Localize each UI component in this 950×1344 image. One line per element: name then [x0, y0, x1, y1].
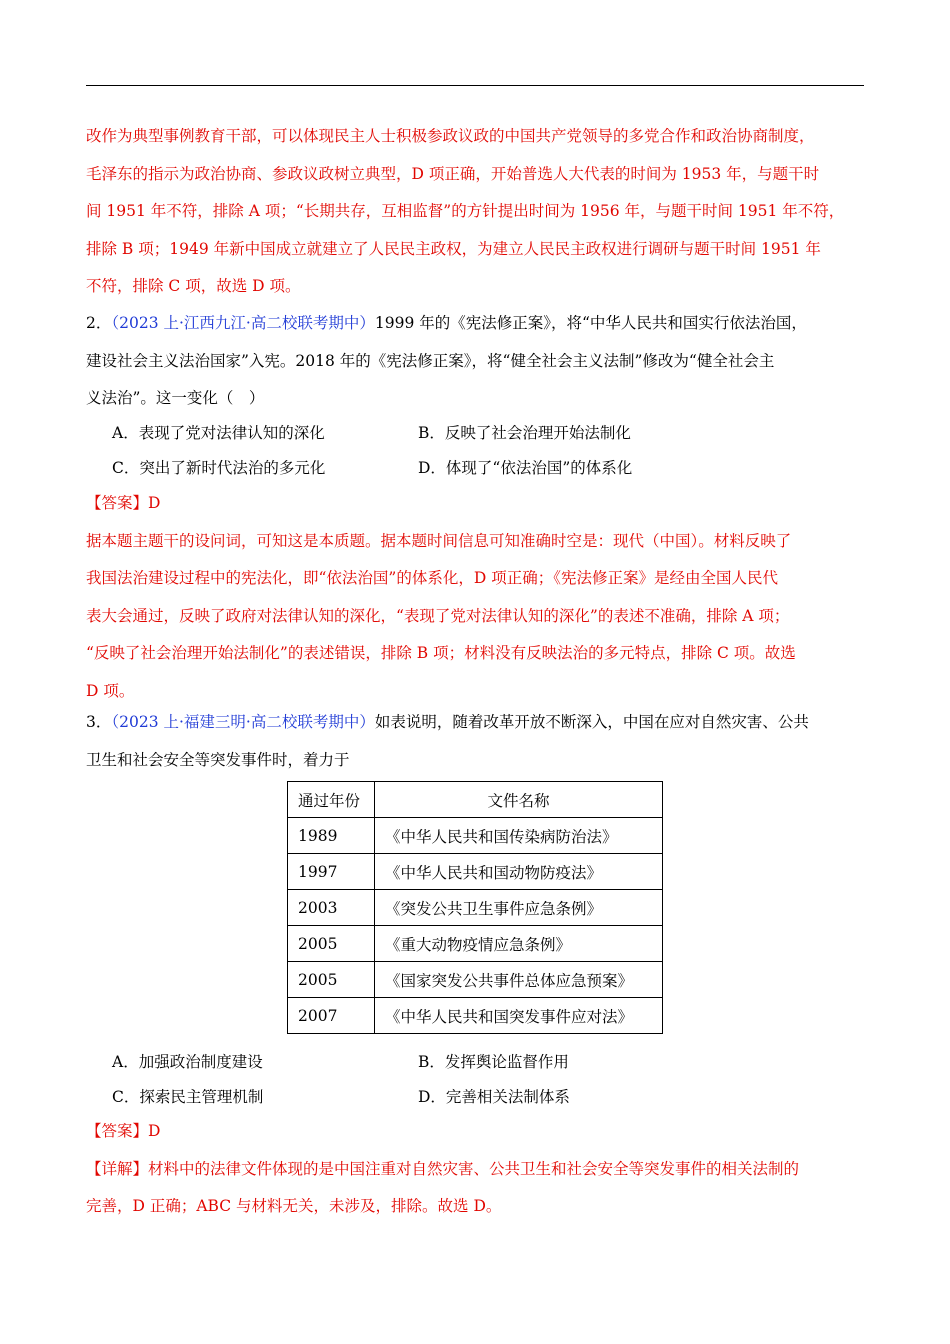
q3-option-a: A．加强政治制度建设 — [112, 1053, 263, 1071]
table-row — [288, 818, 663, 854]
explanation-line: 【详解】材料中的法律文件体现的是中国注重对自然灾害、公共卫生和社会安全等突发事件的相关法制的 — [86, 1159, 800, 1178]
question-number: 2． — [86, 314, 112, 332]
table-row — [288, 998, 663, 1034]
question-stem-text: 如表说明，随着改革开放不断深入，中国在应对自然灾害、公共 — [374, 713, 809, 731]
answer-label: 【答案】D — [86, 494, 161, 512]
question-3-stem — [86, 704, 876, 779]
table-cell-year: 1989 — [288, 818, 375, 854]
q2-answer-section — [86, 485, 876, 710]
question-2-stem — [86, 305, 876, 418]
explanation-line: 不符，排除 C 项，故选 D 项。 — [86, 277, 301, 295]
q3-option-b: B．发挥舆论监督作用 — [418, 1053, 569, 1071]
legal-documents-table — [287, 781, 663, 1034]
table-cell-year: 1997 — [288, 854, 375, 890]
table-cell-name: 《中华人民共和国突发事件应对法》 — [375, 998, 663, 1034]
table-row — [288, 926, 663, 962]
table-cell-year: 2007 — [288, 998, 375, 1034]
answer-label: 【答案】D — [86, 1122, 161, 1140]
question-stem-text: 卫生和社会安全等突发事件时，着力于 — [86, 750, 350, 769]
table-cell-name: 《突发公共卫生事件应急条例》 — [375, 890, 663, 926]
explanation-line: 据本题主题干的设问词，可知这是本质题。据本题时间信息可知准确时空是：现代（中国）。材料反映了 — [86, 531, 792, 550]
table-cell-year: 2003 — [288, 890, 375, 926]
q3-option-c: C．探索民主管理机制 — [112, 1088, 264, 1106]
explanation-line: 毛泽东的指示为政治协商、参政议政树立典型，D 项正确，开始普选人大代表的时间为 1953 年，与题干时 — [86, 164, 820, 183]
table-header-year: 通过年份 — [288, 782, 375, 818]
q3-answer-section — [86, 1113, 876, 1226]
table-row — [288, 854, 663, 890]
explanation-line: 间 1951 年不符，排除 A 项；“长期共存，互相监督”的方针提出时间为 1956 年，与题干时间 1951 年不符， — [86, 202, 845, 220]
question-stem-text: 建设社会主义法治国家”入宪。2018 年的《宪法修正案》，将“健全社会主义法制”修改为“健全社会主 — [86, 351, 775, 370]
table-header-row — [288, 782, 663, 818]
question-stem-text: 义法治”。这一变化（ ） — [86, 389, 265, 407]
q2-option-b: B．反映了社会治理开始法制化 — [418, 424, 631, 442]
question-stem-text: 1999 年的《宪法修正案》，将“中华人民共和国实行依法治国， — [374, 314, 807, 332]
explanation-line: 表大会通过，反映了政府对法律认知的深化，“表现了党对法律认知的深化”的表述不准确，排除 A 项； — [86, 606, 790, 625]
explanation-line: “反映了社会治理开始法制化”的表述错误，排除 B 项；材料没有反映法治的多元特点，排除 C 项。故选 — [86, 644, 796, 662]
previous-answer-explanation — [86, 118, 876, 306]
table-cell-name: 《重大动物疫情应急条例》 — [375, 926, 663, 962]
q3-option-d: D．完善相关法制体系 — [418, 1088, 570, 1106]
table-cell-name: 《中华人民共和国传染病防治法》 — [375, 818, 663, 854]
q2-option-a: A．表现了党对法律认知的深化 — [112, 424, 325, 442]
table-cell-year: 2005 — [288, 962, 375, 998]
table-cell-name: 《国家突发公共事件总体应急预案》 — [375, 962, 663, 998]
table-header-name: 文件名称 — [375, 782, 663, 818]
header-rule — [86, 85, 864, 86]
question-source-tag: （2023 上·福建三明·高二校联考期中） — [111, 713, 375, 731]
table-cell-name: 《中华人民共和国动物防疫法》 — [375, 854, 663, 890]
q2-option-c: C．突出了新时代法治的多元化 — [112, 459, 326, 477]
question-number: 3． — [86, 713, 112, 731]
table-cell-year: 2005 — [288, 926, 375, 962]
explanation-line: D 项。 — [86, 681, 135, 700]
q2-option-d: D．体现了“依法治国”的体系化 — [418, 459, 633, 477]
explanation-line: 完善，D 正确；ABC 与材料无关，未涉及，排除。故选 D。 — [86, 1197, 502, 1215]
table-row — [288, 890, 663, 926]
question-source-tag: （2023 上·江西九江·高二校联考期中） — [111, 314, 375, 332]
explanation-line: 排除 B 项；1949 年新中国成立就建立了人民民主政权，为建立人民民主政权进行调研与题干时间 1951 年 — [86, 239, 821, 258]
table-row — [288, 962, 663, 998]
explanation-line: 改作为典型事例教育干部，可以体现民主人士积极参政议政的中国共产党领导的多党合作和政治协商制度， — [86, 127, 815, 145]
explanation-line: 我国法治建设过程中的宪法化，即“依法治国”的体系化，D 项正确；《宪法修正案》是经由全国人民代 — [86, 569, 778, 587]
